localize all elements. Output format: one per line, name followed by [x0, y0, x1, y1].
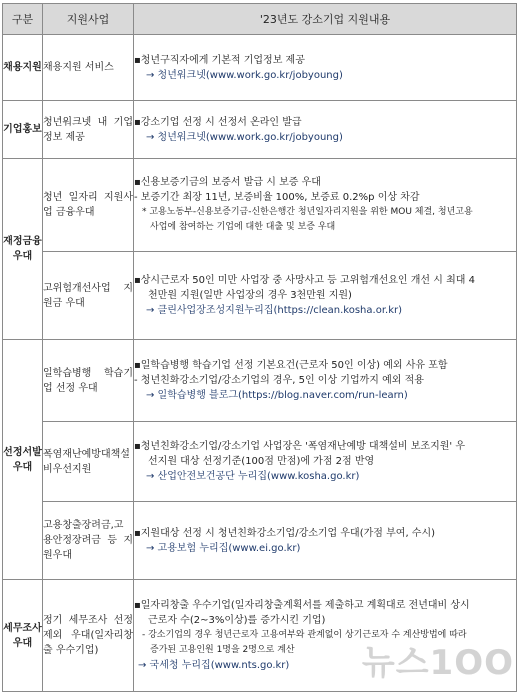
- program-cell: 고용창출장려금,고용안정장려금 등 지원우대: [43, 502, 134, 580]
- table-row: [3, 159, 517, 252]
- category-cell: 기업홍보: [3, 101, 43, 159]
- content-line: ▪상시근로자 50인 미만 사업장 중 사망사고 등 고위험개선요인 개선 시 최대 4: [134, 275, 475, 286]
- content-cell: [134, 502, 517, 580]
- table-row: [3, 252, 517, 340]
- content-link[interactable]: → 일학습병행 블로그(https://blog.naver.com/run-learn): [146, 390, 408, 401]
- program-cell: 채용지원 서비스: [43, 35, 134, 101]
- table-row: [3, 502, 517, 580]
- content-line: 근로자 수(2~3%이상)를 증가시킨 기업): [148, 615, 326, 626]
- program-cell: 청년워크넷 내 기업 정보 제공: [43, 101, 134, 159]
- content-line: - 강소기업의 경우 청년근로자 고용여부와 관계없이 상기근로자 수 계산방법에 따라: [142, 630, 467, 640]
- category-cell: 세무조사 우대: [3, 580, 43, 692]
- content-link[interactable]: → 클린사업장조성지원누리집(https://clean.kosha.or.kr): [146, 305, 402, 316]
- content-line: 선지원 대상 선정기준(100점 만점)에 가점 2점 반영: [148, 456, 375, 467]
- content-line: ▪신용보증기금의 보증서 발급 시 보증 우대: [134, 177, 321, 188]
- category-cell: 채용지원: [3, 35, 43, 101]
- content-note: * 고용노동부-신용보증기금-신한은행간 청년일자리지원을 위한 MOU 체결, 청년고용: [142, 207, 473, 217]
- content-line: ▪일자리창출 우수기업(일자리창출계획서를 제출하고 계획대로 전년대비 상시: [134, 600, 470, 611]
- content-link[interactable]: → 청년워크넷(www.work.go.kr/jobyoung): [146, 69, 343, 81]
- support-table: [2, 3, 517, 692]
- content-line: 증가된 고용인원 1명을 2명으로 계산: [150, 645, 295, 655]
- table-row: [3, 422, 517, 502]
- content-line: ▪지원대상 선정 시 청년친화강소기업/강소기업 우대(가점 부여, 수시): [134, 527, 436, 539]
- content-cell: [134, 252, 517, 340]
- content-cell: [134, 340, 517, 422]
- program-cell: 일학습병행 학습기업 선정 우대: [43, 340, 134, 422]
- content-line: ▪일학습병행 학습기업 선정 기본요건(근로자 50인 이상) 예외 사유 포함: [134, 360, 448, 371]
- content-line: 천만원 지원(일반 사업장의 경우 3천만원 지원): [148, 290, 352, 301]
- header-content: '23년도 강소기업 지원내용: [134, 4, 517, 35]
- table-row: [3, 340, 517, 422]
- table-row: [3, 101, 517, 159]
- header-row: [3, 4, 517, 35]
- content-cell: [134, 101, 517, 159]
- content-cell: [134, 422, 517, 502]
- content-link[interactable]: → 청년워크넷(www.work.go.kr/jobyoung): [146, 131, 343, 143]
- category-cell: 재정금융우대: [3, 159, 43, 340]
- category-cell: 선정서발우대: [3, 340, 43, 580]
- program-cell: 폭염재난예방대책설비우선지원: [43, 422, 134, 502]
- program-cell: 정기 세무조사 선정 제외 우대(일자리창출 우수기업): [43, 580, 134, 692]
- program-cell: 고위험개선사업 지원금 우대: [43, 252, 134, 340]
- content-link[interactable]: → 산업안전보건공단 누리집(www.kosha.go.kr): [146, 471, 360, 482]
- content-cell: [134, 159, 517, 252]
- content-link[interactable]: → 국세청 누리집(www.nts.go.kr): [138, 660, 290, 671]
- content-cell: [134, 35, 517, 101]
- program-cell: 청년 일자리 지원사업 금융우대: [43, 159, 134, 252]
- content-note: 사업에 참여하는 기업에 대한 대출 및 보증 우대: [150, 222, 336, 232]
- content-line: ▪청년구직자에게 기본적 기업정보 제공: [134, 54, 305, 66]
- content-link[interactable]: → 고용보험 누리집(www.ei.go.kr): [146, 542, 301, 554]
- content-line: ▪강소기업 선정 시 선정서 온라인 발급: [134, 116, 302, 128]
- content-line: ▪청년친화강소기업/강소기업 사업장은 '폭염재난예방 대책설비 보조지원' 우: [134, 441, 465, 452]
- content-line: - 보증기간 최장 11년, 보증비율 100%, 보증료 0.2%p 이상 차감: [134, 192, 420, 203]
- table-row: [3, 35, 517, 101]
- header-program: 지원사업: [43, 4, 134, 35]
- content-line: - 청년친화강소기업/강소기업의 경우, 5인 이상 기업까지 예외 적용: [134, 375, 424, 386]
- header-category: 구분: [3, 4, 43, 35]
- watermark-logo: 뉴스1OO: [361, 643, 514, 683]
